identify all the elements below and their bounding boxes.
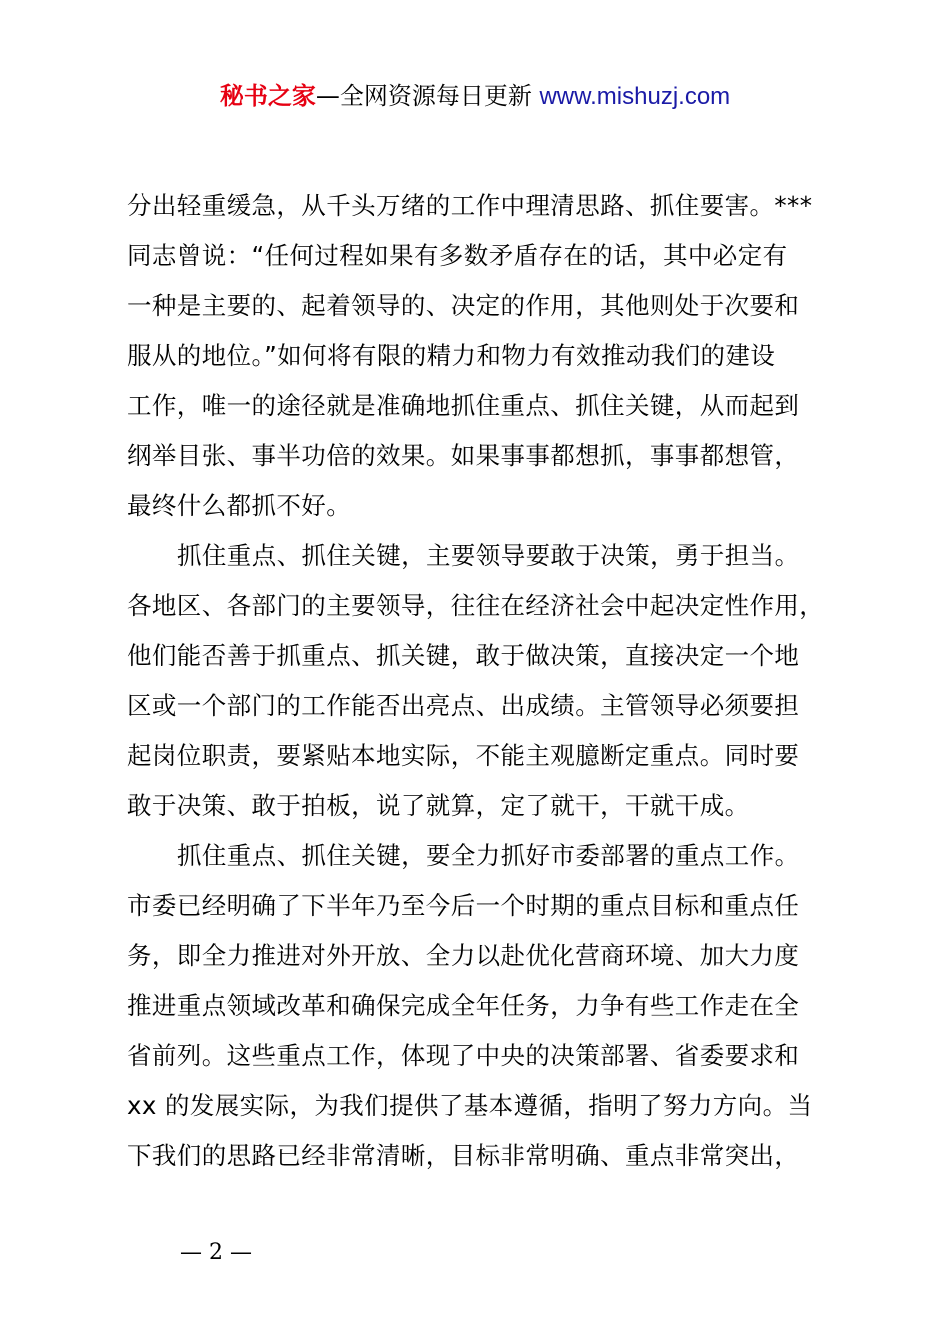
text-line: 工作，唯一的途径就是准确地抓住重点、抓住关键，从而起到 xyxy=(127,391,800,420)
text-line: 分出轻重缓急，从千头万绪的工作中理清思路、抓住要害。*** xyxy=(127,191,813,220)
brand-name: 秘书之家 xyxy=(219,82,316,110)
text-line: 服从的地位。”如何将有限的精力和物力有效推动我们的建设 xyxy=(127,341,776,370)
text-line: xx 的发展实际，为我们提供了基本遵循，指明了努力方向。当 xyxy=(127,1091,813,1120)
paragraph-3 xyxy=(127,831,835,1181)
document-body xyxy=(127,181,835,1181)
text-line: 起岗位职责，要紧贴本地实际，不能主观臆断定重点。同时要 xyxy=(127,741,800,770)
text-line: 最终什么都抓不好。 xyxy=(127,491,352,520)
text-line: 纲举目张、事半功倍的效果。如果事事都想抓，事事都想管， xyxy=(127,441,800,470)
paragraph-2 xyxy=(127,531,835,831)
text-line: 敢于决策、敢于拍板，说了就算，定了就干，干就干成。 xyxy=(127,791,750,820)
text-line: 区或一个部门的工作能否出亮点、出成绩。主管领导必须要担 xyxy=(127,691,800,720)
text-line: 务，即全力推进对外开放、全力以赴优化营商环境、加大力度 xyxy=(127,941,800,970)
text-line: 推进重点领域改革和确保完成全年任务，力争有些工作走在全 xyxy=(127,991,800,1020)
text-line: 他们能否善于抓重点、抓关键，敢于做决策，直接决定一个地 xyxy=(127,641,800,670)
page-number: — 2 — xyxy=(180,1240,252,1265)
paragraph-1 xyxy=(127,181,835,531)
header-slogan: —全网资源每日更新 xyxy=(315,82,532,110)
text-line: 下我们的思路已经非常清晰，目标非常明确、重点非常突出， xyxy=(127,1141,800,1170)
text-line: 抓住重点、抓住关键，主要领导要敢于决策，勇于担当。 xyxy=(177,541,800,570)
text-line: 一种是主要的、起着领导的、决定的作用，其他则处于次要和 xyxy=(127,291,800,320)
text-line: 各地区、各部门的主要领导，往往在经济社会中起决定性作用， xyxy=(127,591,825,620)
text-line: 市委已经明确了下半年乃至今后一个时期的重点目标和重点任 xyxy=(127,891,800,920)
text-line: 省前列。这些重点工作，体现了中央的决策部署、省委要求和 xyxy=(127,1041,800,1070)
text-line: 抓住重点、抓住关键，要全力抓好市委部署的重点工作。 xyxy=(177,841,800,870)
page-header xyxy=(0,80,950,113)
header-url[interactable]: www.mishuzj.com xyxy=(539,83,731,110)
text-line: 同志曾说：“任何过程如果有多数矛盾存在的话，其中必定有 xyxy=(127,241,788,270)
